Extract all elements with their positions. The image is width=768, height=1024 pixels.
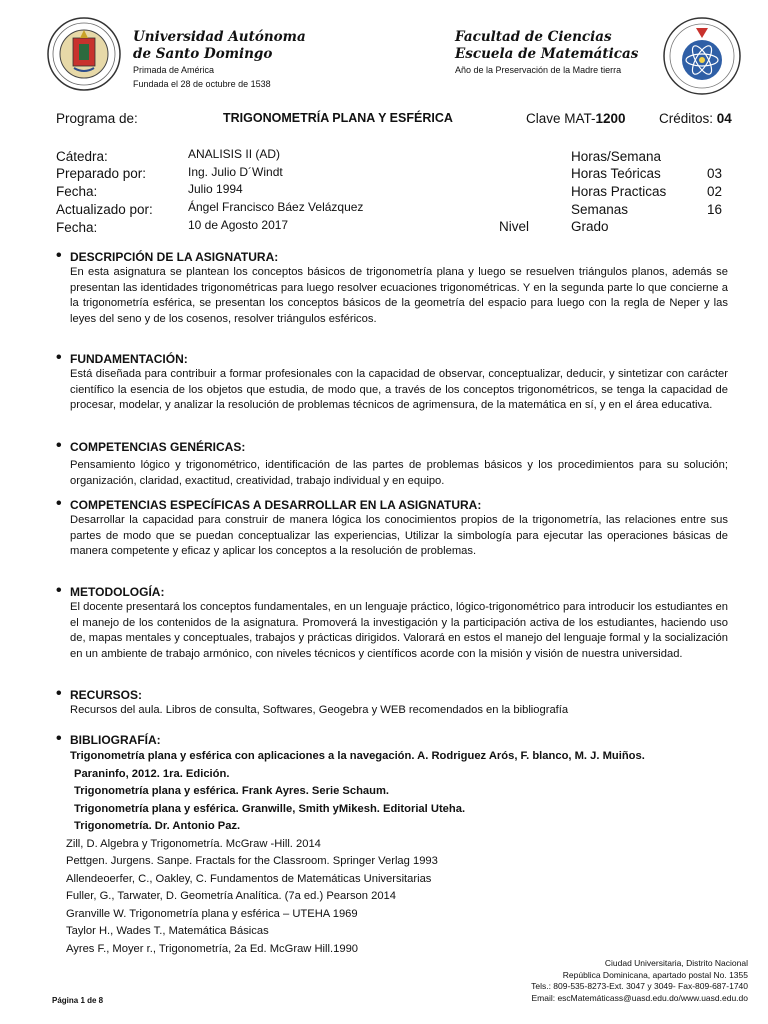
footer-address1: Ciudad Universitaria, Distrito Nacional [604, 958, 748, 968]
footer-phones: Tels.: 809-535-8273-Ext. 3047 y 3049- Fax-809-687-1740 [531, 981, 748, 991]
metodologia-body: El docente presentará los conceptos fundamentales, en un lenguaje práctico, lógico-trigonométrico para introducir los estudiantes en el manejo de los contenidos de la asignatura. Promoverá la investigación y la participación activa de los estudiantes, haciendo uso de, mapas mentales y conceptuales, trabajos y prácticas dirigidos. Valorará en estos el manejo del lenguaje formal y la socialización en un ambiente de trabajo armónico, con niveles técnicos y científicos acorde con la misión y visión de nuestra universidad. [70, 601, 728, 660]
bib-entry: Trigonometría plana y esférica con aplicaciones a la navegación. A. Rodriguez Arós, F. blanco, M. J. Muiños. [70, 750, 645, 762]
course-code-value: 1200 [595, 111, 626, 126]
section-descripcion [56, 249, 728, 327]
horas-practicas-label: Horas Practicas [571, 184, 667, 199]
course-code [526, 111, 626, 126]
bib-entry: Allendeoerfer, C., Oakley, C. Fundamentos de Matemáticas Universitarias [66, 872, 432, 885]
section-genericas [56, 439, 728, 489]
university-name-line2: de Santo Domingo [133, 46, 273, 62]
program-label: Programa de: [56, 111, 138, 126]
credits-label: Créditos: [659, 111, 714, 126]
bullet-icon: • [56, 685, 62, 702]
recursos-title: RECURSOS: [70, 688, 143, 702]
catedra-label: Cátedra: [56, 149, 108, 164]
fundamentacion-body: Está diseñada para contribuir a formar profesionales con la capacidad de observar, conceptualizar, deducir, y sintetizar con carácter científico la esencia de los objetos que estudia, de modo que, a través de los conceptos trigonométricos, se tenga la capacidad de procesar, modelar, y analizar la resolución de problemas técnicos de agrimensura, de la matemática en sí, y en el área educativa. [70, 368, 728, 411]
recursos-body: Recursos del aula. Libros de consulta, Softwares, Geogebra y WEB recomendados en la bibliografía [70, 704, 569, 716]
bib-entry: Ayres F., Moyer r., Trigonometría, 2a Ed. McGraw Hill.1990 [66, 942, 359, 955]
bullet-icon: • [56, 247, 62, 264]
actualizado-value: Ángel Francisco Báez Velázquez [188, 200, 364, 214]
uasd-seal-logo [46, 16, 122, 92]
page-number: Página 1 de 8 [52, 996, 104, 1005]
especificas-body: Desarrollar la capacidad para construir de manera lógica los conocimientos propios de la trigonometría, las relaciones entre sus partes de modo que se puedan conceptualizar las experiencias, Utilizar la simbología para ejecutar las operaciones básicas de manera competente y eficaz y aplicar los conceptos a la resolución de problemas. [70, 514, 728, 557]
section-fundamentacion [56, 351, 728, 414]
genericas-title: COMPETENCIAS GENÉRICAS: [70, 440, 246, 454]
section-metodologia [56, 584, 728, 662]
bib-entry: Fuller, G., Tarwater, D. Geometría Analítica. (7a ed.) Pearson 2014 [66, 890, 396, 902]
descripcion-body: En esta asignatura se plantean los conceptos básicos de trigonometría plana y luego se resuelven triángulos planos, además se presentan las identidades trigonométricas para luego resolver ecuaciones trigonométricas. Y en la segunda parte lo que concierne a la trigonometría esférica, se presentan los conceptos básicos de la geometría del espacio para luego con la regla de Neper y las leyes del seno y de los cosenos, resolver triángulos esféricos. [70, 266, 728, 325]
semanas-label: Semanas [571, 202, 629, 217]
university-name-line1: Universidad Autónoma [133, 29, 306, 45]
preparado-value: Ing. Julio D´Windt [188, 165, 283, 179]
primada-text: Primada de América [133, 65, 215, 75]
bib-entry: Taylor H., Wades T., Matemática Básicas [66, 925, 269, 937]
bib-entry: Paraninfo, 2012. 1ra. Edición. [74, 767, 230, 780]
faculty-name: Facultad de Ciencias [455, 29, 612, 45]
bullet-icon: • [56, 349, 62, 366]
horas-teoricas-label: Horas Teóricas [571, 166, 661, 181]
descripcion-title: DESCRIPCIÓN DE LA ASIGNATURA: [70, 250, 279, 264]
bullet-icon: • [56, 730, 62, 747]
section-especificas [56, 497, 728, 560]
bullet-icon: • [56, 495, 62, 512]
grado-label: Grado [571, 219, 609, 234]
fecha2-label: Fecha: [56, 220, 98, 235]
semanas-value: 16 [707, 202, 723, 217]
fecha2-value: 10 de Agosto 2017 [188, 218, 289, 232]
fundamentacion-title: FUNDAMENTACIÓN: [70, 352, 188, 366]
section-recursos [56, 687, 728, 719]
credits-value: 04 [716, 111, 732, 126]
metodologia-title: METODOLOGÍA: [70, 585, 165, 599]
course-code-label: Clave MAT- [526, 111, 596, 126]
nivel-label: Nivel [499, 219, 530, 234]
preparado-label: Preparado por: [56, 166, 147, 181]
fundada-text: Fundada el 28 de octubre de 1538 [133, 79, 271, 89]
bullet-icon: • [56, 582, 62, 599]
bib-entry: Trigonometría plana y esférica. Frank Ayres. Serie Schaum. [74, 785, 390, 797]
horas-semana-label: Horas/Semana [571, 149, 662, 164]
credits [659, 111, 732, 126]
footer-email[interactable]: Email: escMatemáticass@uasd.edu.do/www.uasd.edu.do [531, 992, 748, 1003]
bib-entry: Granville W. Trigonometría plana y esférica – UTEHA 1969 [66, 907, 358, 920]
footer-address2: República Dominicana, apartado postal No. 1355 [562, 969, 748, 980]
fecha1-value: Julio 1994 [188, 182, 243, 196]
bib-entry: Zill, D. Algebra y Trigonometría. McGraw -Hill. 2014 [66, 837, 321, 850]
catedra-value: ANALISIS II (AD) [188, 147, 281, 161]
actualizado-label: Actualizado por: [56, 202, 153, 217]
course-title: TRIGONOMETRÍA PLANA Y ESFÉRICA [223, 111, 453, 125]
section-bibliografia [56, 732, 728, 958]
year-motto: Año de la Preservación de la Madre tierra [455, 65, 622, 75]
footer-contact [328, 958, 748, 1004]
fecha1-label: Fecha: [56, 184, 98, 199]
genericas-body: Pensamiento lógico y trigonométrico, identificación de las partes de problemas básicos y los procedimientos para su solución; organización, claridad, exactitud, creatividad, trabajo individual y en equipo. [70, 459, 728, 487]
bib-entry: Trigonometría. Dr. Antonio Paz. [74, 820, 241, 832]
bullet-icon: • [56, 437, 62, 454]
horas-practicas-value: 02 [707, 184, 723, 199]
especificas-title: COMPETENCIAS ESPECÍFICAS A DESARROLLAR EN LA ASIGNATURA: [70, 498, 482, 512]
horas-teoricas-value: 03 [707, 166, 723, 181]
bibliografia-title: BIBLIOGRAFÍA: [70, 733, 161, 747]
faculty-seal-logo [662, 16, 742, 96]
bib-entry: Pettgen. Jurgens. Sanpe. Fractals for the Classroom. Springer Verlag 1993 [66, 855, 438, 867]
school-name: Escuela de Matemáticas [455, 46, 639, 62]
bib-entry: Trigonometría plana y esférica. Granwille, Smith yMikesh. Editorial Uteha. [74, 802, 466, 815]
